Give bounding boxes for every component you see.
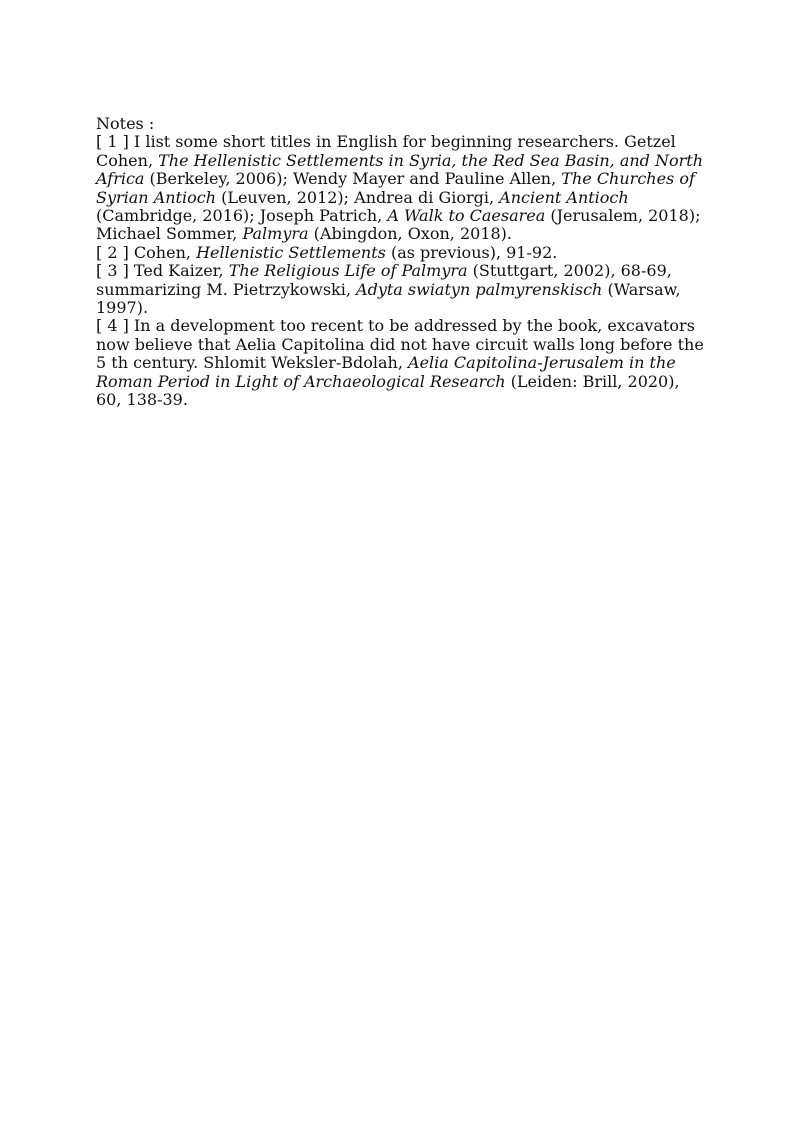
note-marker: [ 2 ] (96, 242, 129, 262)
book-title: The Hellenistic Settlements in Syria, the Red Sea Basin, and North Africa (96, 150, 709, 189)
note-text: (Leiden: Brill, 2020), 60, 138-39. (96, 371, 685, 410)
book-title: Palmyra (242, 224, 309, 244)
notes-heading: Notes : (96, 114, 155, 133)
note-text: I list some short titles in English for beginning researchers. Getzel Cohen, (96, 132, 681, 170)
book-title: Hellenistic Settlements (196, 242, 386, 262)
note-text: (Leuven, 2012); Andrea di Giorgi, (216, 187, 500, 207)
notes-section (96, 115, 708, 410)
note-text: (Cambridge, 2016); Joseph Patrich, (96, 187, 634, 226)
note-text: In a development too recent to be addressed by the book, excavators now believe that Aelia Capitolina did not have circuit walls long before the 5 th century. Shlomit Weksler-Bdolah, (96, 316, 709, 373)
book-title: The Churches of Syrian Antioch (96, 169, 700, 207)
note-item (96, 244, 708, 262)
note-marker: [ 4 ] (96, 316, 129, 336)
note-text: (as previous), 91-92. (385, 242, 558, 262)
note-marker: [ 3 ] (96, 261, 129, 281)
book-title: Adyta swiatyn palmyrenskisch (356, 279, 603, 299)
book-title: A Walk to Caesarea (387, 206, 546, 226)
note-item (96, 133, 708, 243)
note-text: (Jerusalem, 2018); Michael Sommer, (96, 206, 706, 244)
book-title: Aelia Capitolina-Jerusalem in the Roman Period in Light of Archaeological Research (96, 353, 681, 391)
note-text: (Abingdon, Oxon, 2018). (308, 224, 512, 244)
note-text: (Berkeley, 2006); Wendy Mayer and Pauline Allen, (144, 169, 562, 189)
book-title: The Religious Life of Palmyra (228, 261, 468, 281)
note-text: Ted Kaizer, (128, 261, 229, 281)
book-title: Ancient Antioch (499, 187, 629, 207)
note-text: Cohen, (128, 242, 197, 262)
note-marker: [ 1 ] (96, 132, 129, 152)
note-text: (Warsaw, 1997). (96, 279, 686, 318)
note-item (96, 262, 708, 317)
note-text: (Stuttgart, 2002), 68-69, summarizing M. Pietrzykowski, (96, 261, 677, 299)
note-item (96, 317, 708, 409)
